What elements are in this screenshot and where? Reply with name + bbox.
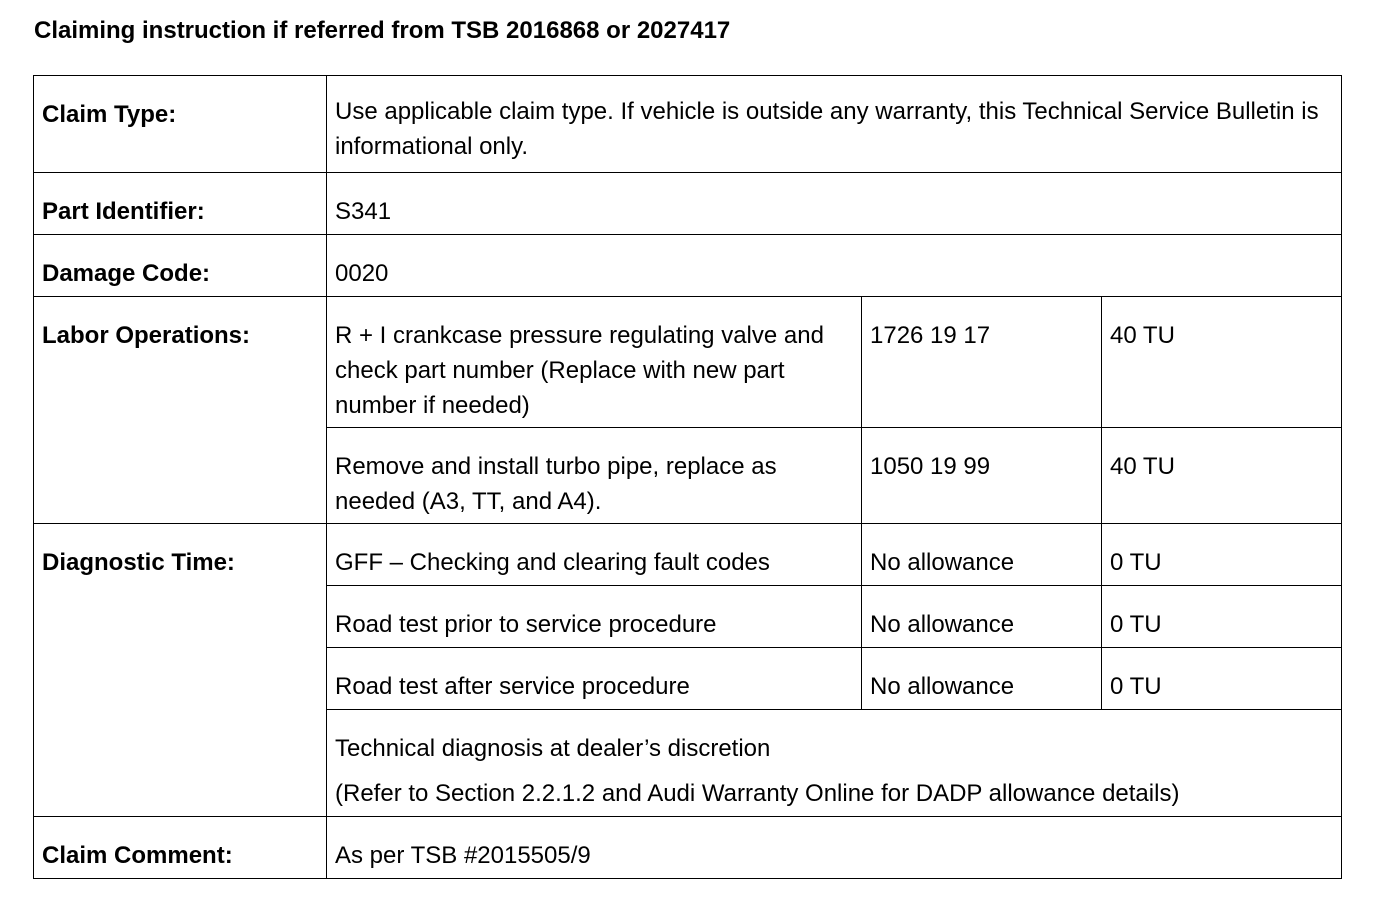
diagnostic-time-value: 0 TU	[1102, 648, 1342, 710]
damage-code-row	[34, 235, 1342, 297]
claim-comment-value: As per TSB #2015505/9	[327, 817, 1342, 879]
diagnostic-time-label: Diagnostic Time:	[34, 524, 327, 817]
claim-type-label: Claim Type:	[34, 76, 327, 173]
diagnostic-allowance: No allowance	[862, 586, 1102, 648]
labor-operation-description: R + I crankcase pressure regulating valve and check part number (Replace with new part number if needed)	[327, 297, 862, 428]
diagnostic-description: GFF – Checking and clearing fault codes	[327, 524, 862, 586]
page-title: Claiming instruction if referred from TSB 2016868 or 2027417	[34, 17, 731, 44]
diagnostic-time-value: 0 TU	[1102, 586, 1342, 648]
claim-instruction-table	[33, 75, 1342, 879]
part-identifier-label: Part Identifier:	[34, 173, 327, 235]
claim-type-value: Use applicable claim type. If vehicle is outside any warranty, this Technical Service Bulletin is informational only.	[327, 76, 1342, 173]
diagnostic-row	[34, 524, 1342, 586]
labor-operations-label: Labor Operations:	[34, 297, 327, 524]
diagnostic-description: Road test after service procedure	[327, 648, 862, 710]
diagnostic-allowance: No allowance	[862, 524, 1102, 586]
part-identifier-row	[34, 173, 1342, 235]
labor-operation-time: 40 TU	[1102, 297, 1342, 428]
labor-operation-time: 40 TU	[1102, 428, 1342, 524]
labor-operation-code: 1726 19 17	[862, 297, 1102, 428]
damage-code-value: 0020	[327, 235, 1342, 297]
claim-comment-row	[34, 817, 1342, 879]
part-identifier-value: S341	[327, 173, 1342, 235]
claim-type-row	[34, 76, 1342, 173]
claim-comment-label: Claim Comment:	[34, 817, 327, 879]
diagnostic-description: Road test prior to service procedure	[327, 586, 862, 648]
diagnostic-allowance: No allowance	[862, 648, 1102, 710]
diagnostic-note-cell	[327, 710, 1342, 817]
labor-operation-code: 1050 19 99	[862, 428, 1102, 524]
technical-diagnosis-note: Technical diagnosis at dealer’s discretion	[335, 735, 771, 762]
labor-operation-description: Remove and install turbo pipe, replace as needed (A3, TT, and A4).	[327, 428, 862, 524]
labor-operation-row	[34, 297, 1342, 428]
diagnostic-time-value: 0 TU	[1102, 524, 1342, 586]
damage-code-label: Damage Code:	[34, 235, 327, 297]
dadp-reference-note: (Refer to Section 2.2.1.2 and Audi Warranty Online for DADP allowance details)	[335, 780, 1180, 807]
